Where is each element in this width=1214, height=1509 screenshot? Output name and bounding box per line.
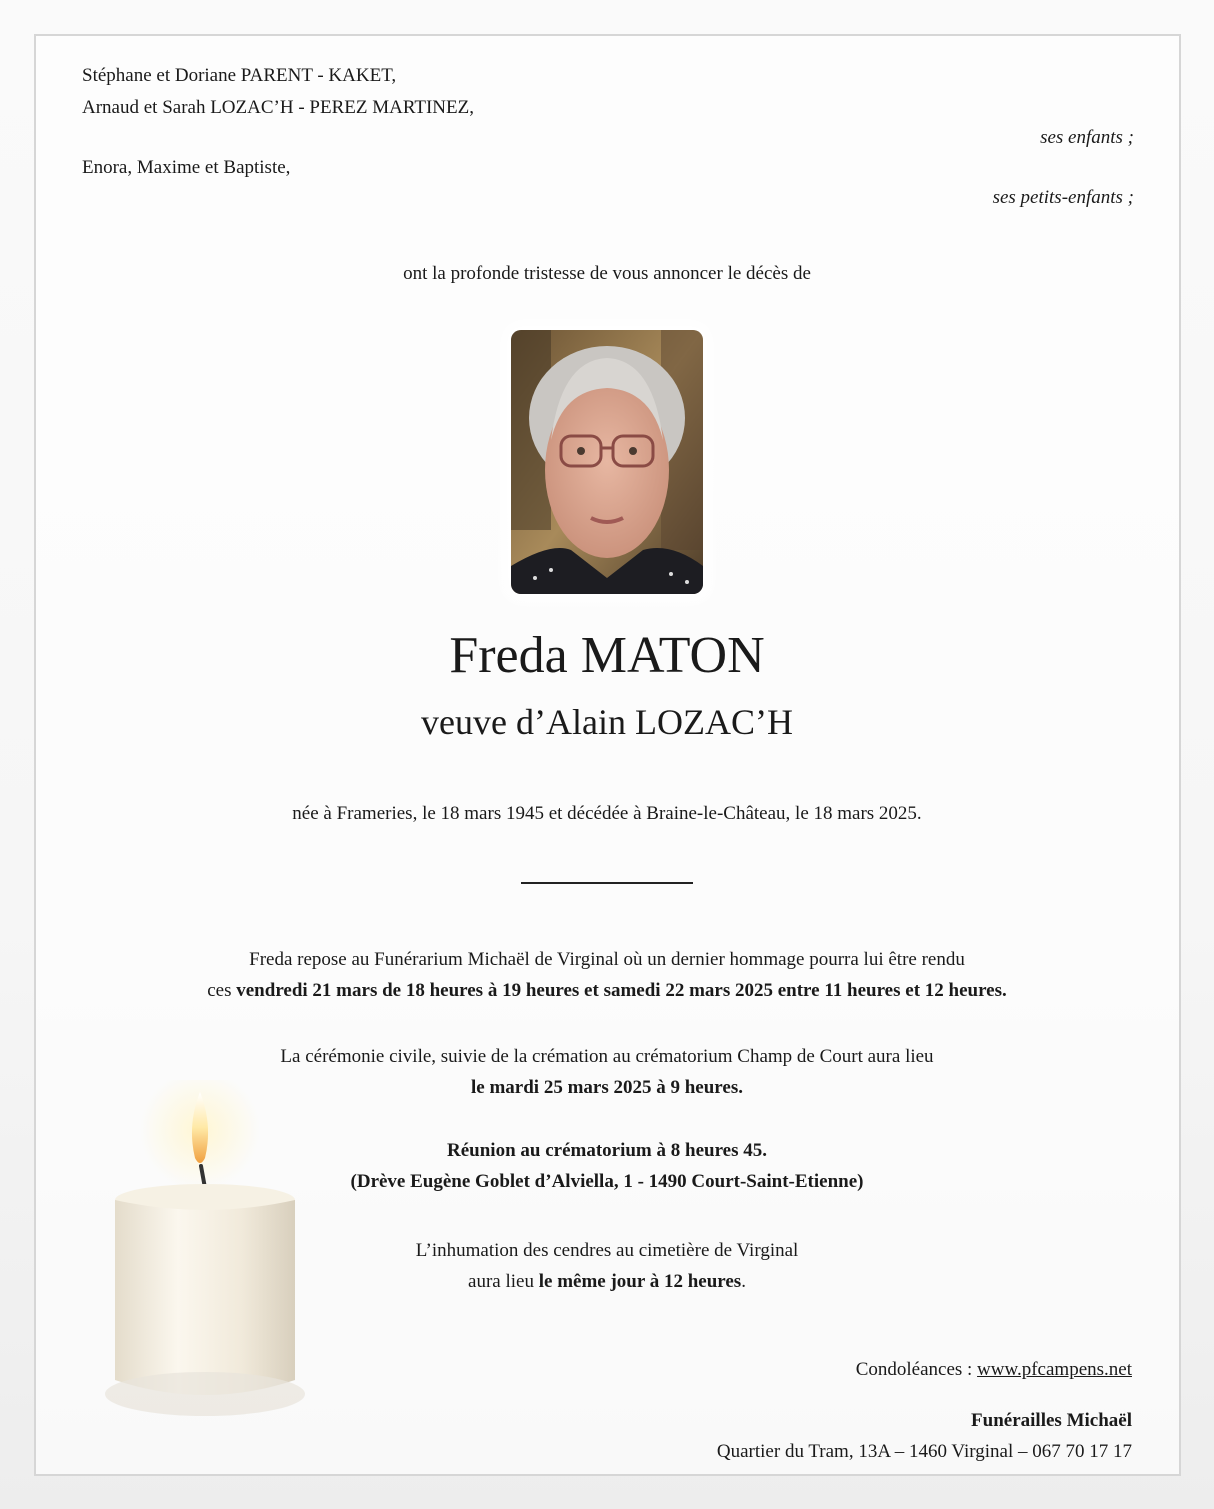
condolences-line [856, 1358, 1132, 1382]
announcement-text: ont la profonde tristesse de vous annoncer le décès de [403, 263, 811, 284]
inhumation-line-1: L’inhumation des cendres au cimetière de Virginal [415, 1240, 799, 1261]
condolences-label: Condoléances : [855, 1359, 978, 1380]
candle-image [105, 1080, 305, 1440]
grandchildren-label: ses petits-enfants ; [992, 187, 1134, 208]
funeral-home-name: Funérailles Michaël [971, 1410, 1132, 1431]
visitation-line-1: Freda repose au Funérarium Michaël de Virginal où un dernier hommage pourra lui être rendu [249, 949, 965, 970]
birth-death-text: née à Frameries, le 18 mars 1945 et décédée à Braine-le-Château, le 18 mars 2025. [292, 803, 922, 824]
meeting-line-1: Réunion au crématorium à 8 heures 45. [447, 1140, 767, 1161]
inhumation-time: le même jour à 12 heures [538, 1271, 742, 1292]
inhumation-suffix: . [741, 1271, 746, 1292]
portrait-photo [511, 330, 703, 594]
deceased-name: Freda MATON [449, 627, 765, 684]
family-line-1: Stéphane et Doriane PARENT - KAKET, [82, 65, 397, 86]
family-line-3: Enora, Maxime et Baptiste, [82, 157, 291, 178]
children-label: ses enfants ; [1040, 127, 1134, 148]
meeting-address: (Drève Eugène Goblet d’Alviella, 1 - 1490 Court-Saint-Etienne) [350, 1171, 864, 1192]
family-line-2: Arnaud et Sarah LOZAC’H - PEREZ MARTINEZ, [82, 97, 474, 118]
visitation-dates: vendredi 21 mars de 18 heures à 19 heures et samedi 22 mars 2025 entre 11 heures et 12 heures. [236, 980, 1007, 1001]
condolences-link[interactable]: www.pfcampens.net [977, 1359, 1132, 1380]
widow-of: veuve d’Alain LOZAC’H [421, 702, 793, 742]
visitation-prefix: ces [207, 980, 237, 1001]
ceremony-date: le mardi 25 mars 2025 à 9 heures. [471, 1077, 743, 1098]
inhumation-prefix: aura lieu [468, 1271, 539, 1292]
separator-line [521, 882, 693, 884]
visitation-line-2 [0, 979, 1214, 1003]
funeral-home-address: Quartier du Tram, 13A – 1460 Virginal – 067 70 17 17 [716, 1441, 1132, 1462]
ceremony-line-1: La cérémonie civile, suivie de la crémation au crématorium Champ de Court aura lieu [280, 1046, 934, 1067]
